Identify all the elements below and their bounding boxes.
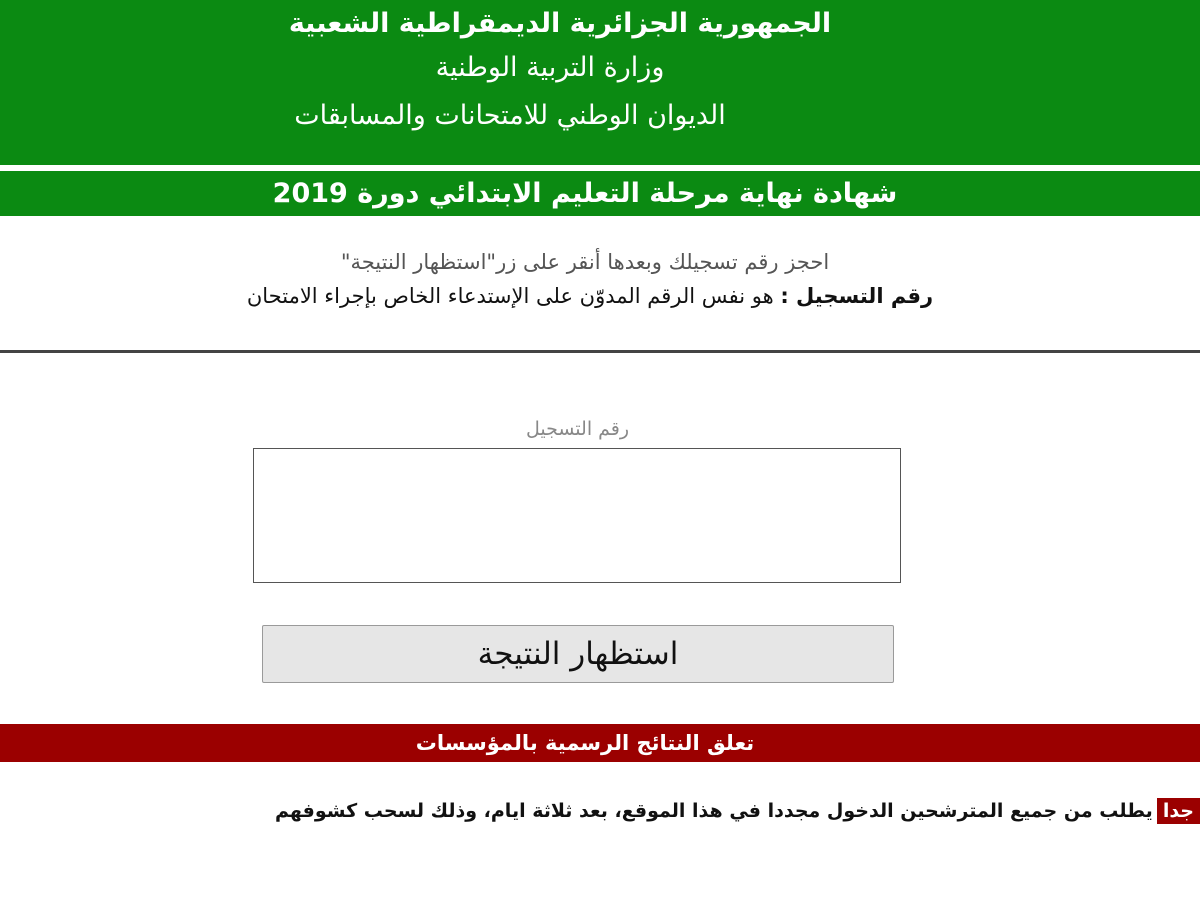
- office-title: الديوان الوطني للامتحانات والمسابقات: [294, 100, 726, 131]
- header-banner: [0, 0, 1200, 165]
- republic-title: الجمهورية الجزائرية الديمقراطية الشعبية: [288, 8, 832, 39]
- registration-note: [0, 284, 1200, 308]
- registration-note-label: رقم التسجيل :: [780, 284, 934, 308]
- divider: [0, 350, 1200, 353]
- registration-number-input[interactable]: [253, 448, 901, 583]
- session-title: شهادة نهاية مرحلة التعليم الابتدائي دورة 2019: [0, 171, 1200, 216]
- announcement-badge: جدا: [1157, 798, 1200, 824]
- instructions: [0, 250, 1200, 308]
- ministry-title: وزارة التربية الوطنية: [435, 52, 665, 83]
- registration-note-desc: هو نفس الرقم المدوّن على الإستدعاء الخاص بإجراء الامتحان: [246, 284, 781, 308]
- registration-field-label: رقم التسجيل: [525, 418, 630, 440]
- instruction-line: احجز رقم تسجيلك وبعدها أنقر على زر"استظهار النتيجة": [340, 250, 830, 274]
- results-notice-bar: تعلق النتائج الرسمية بالمؤسسات: [0, 724, 1200, 762]
- show-result-button[interactable]: استظهار النتيجة: [262, 625, 894, 683]
- announcement-text: يطلب من جميع المترشحين الدخول مجددا في هذا الموقع، بعد ثلاثة ايام، وذلك لسحب كشوفهم: [274, 800, 1153, 822]
- announcement: [0, 798, 1200, 824]
